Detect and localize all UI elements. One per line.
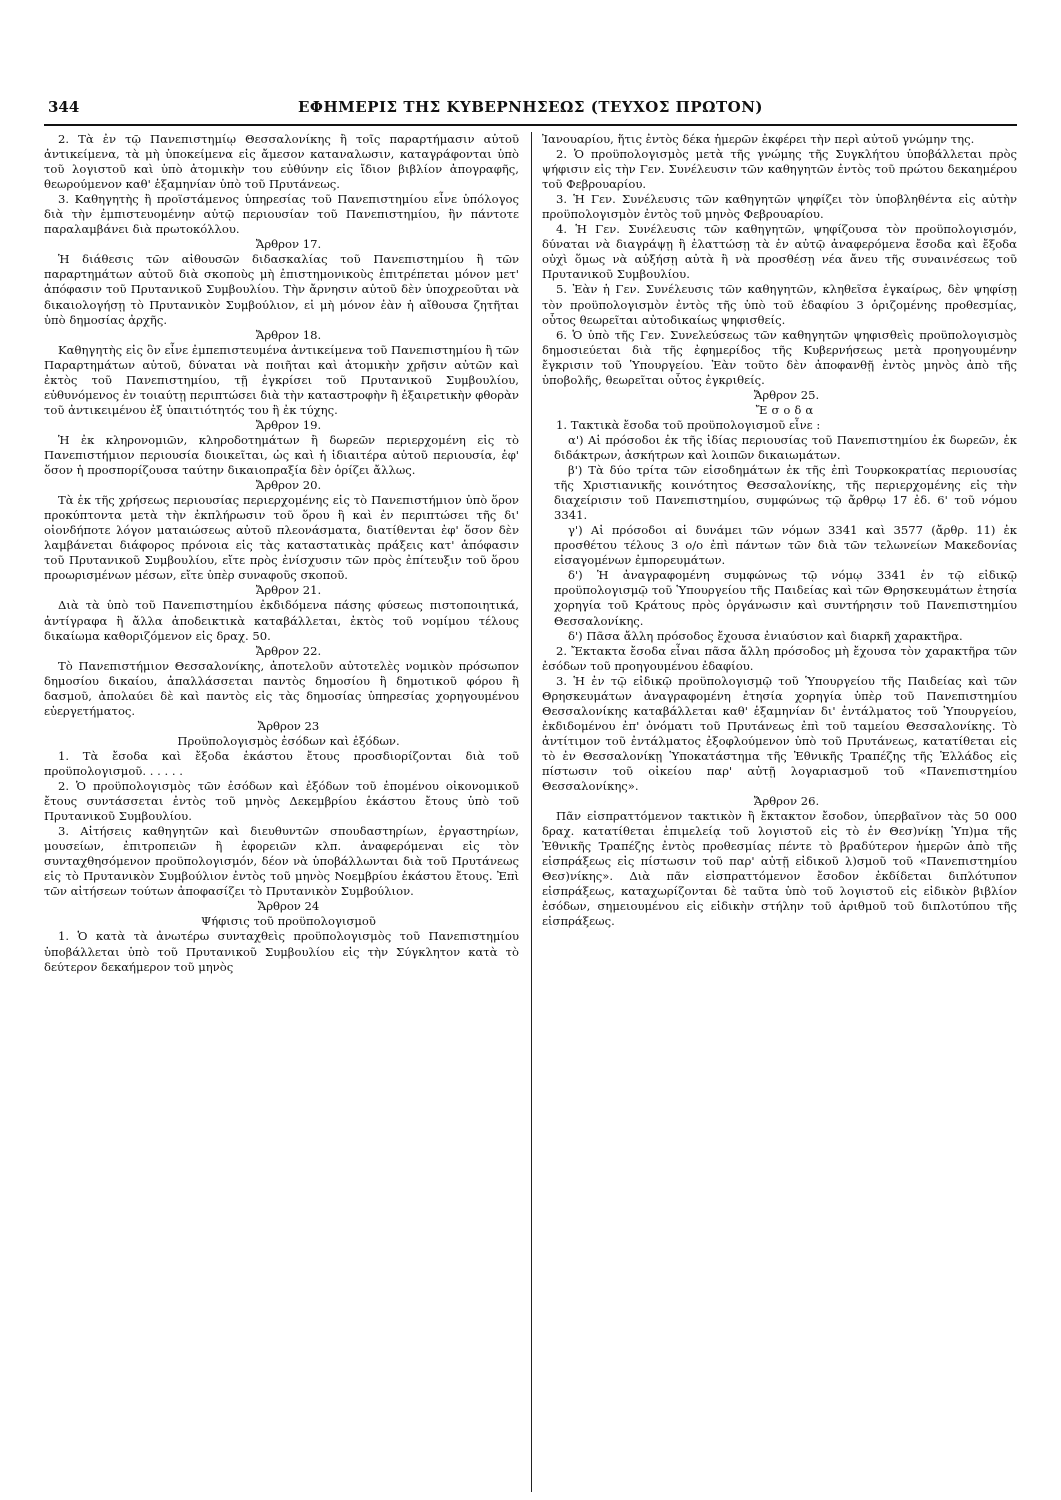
- paragraph: 5. Ἐὰν ἡ Γεν. Συνέλευσις τῶν καθηγητῶν, κληθεῖσα ἐγκαίρως, δὲν ψηφίσῃ τὸν προϋπολογισμὸν ἐντὸς τῆς ὑπὸ τοῦ ἐδαφίου 3 ὁριζομένης προθεσμίας, οὗτος θεωρεῖται αὐτοδικαίως ψηφισθείς.: [542, 282, 1017, 327]
- column-divider: [531, 132, 532, 1492]
- article-heading: Ἄρθρον 17.: [255, 237, 322, 252]
- paragraph: Ἡ ἐκ κληρονομιῶν, κληροδοτημάτων ἢ δωρεῶν περιερχομένη εἰς τὸ Πανεπιστήμιον περιουσία διοικεῖται, ὡς καὶ ἡ ἰδιαιτέρα αὐτοῦ περιουσία, ἐφ' ὅσον ἡ προσπορίζουσα ταύτην δικαιοπραξία δὲν ὁρίζει ἄλλως.: [44, 432, 519, 478]
- paragraph: β') Τὰ δύο τρίτα τῶν εἰσοδημάτων ἐκ τῆς ἐπὶ Τουρκοκρατίας περιουσίας τῆς Χριστιανικῆς κοινότητος Θεσσαλονίκης, τῆς περιερχομένης εἰς τὴν διαχείρισιν τοῦ Πανεπιστημίου, συμφώνως τῷ ἄρθρῳ 17 ἐδ. 6' τοῦ νόμου 3341.: [554, 463, 1017, 523]
- paragraph: γ') Αἱ πρόσοδοι αἱ δυνάμει τῶν νόμων 3341 καὶ 3577 (ἄρθρ. 11) ἐκ προσθέτου τέλους 3 ο/ο ἐπὶ πάντων τῶν διὰ τῶν τελωνείων Μακεδονίας εἰσαγομένων ἐμπορευμάτων.: [554, 523, 1017, 568]
- paragraph: 2. Ἔκτακτα ἔσοδα εἶναι πᾶσα ἄλλη πρόσοδος μὴ ἔχουσα τὸν χαρακτῆρα τῶν ἐσόδων τοῦ προηγουμένου ἐδαφίου.: [542, 643, 1017, 673]
- paragraph: 1. Τὰ ἔσοδα καὶ ἔξοδα ἑκάστου ἔτους προσδιορίζονται διὰ τοῦ προϋπολογισμοῦ. . . . . .: [44, 748, 519, 778]
- paragraph: 2. Τὰ ἐν τῷ Πανεπιστημίῳ Θεσσαλονίκης ἢ τοῖς παραρτήμασιν αὐτοῦ ἀντικείμενα, τὰ μὴ ὑποκείμενα εἰς ἄμεσον καταναλωσιν, καταγράφονται ὑπὸ τοῦ λογιστοῦ καὶ ὑπὸ ἀτομικὴν του εὐθύνην εἰς ἴδιον βιβλίον ἀπογραφῆς, θεωρούμενον καθ' ἑξαμηνίαν ὑπὸ τοῦ Πρυτάνεως.: [44, 132, 519, 192]
- paragraph: 3. Αἰτήσεις καθηγητῶν καὶ διευθυντῶν σπουδαστηρίων, ἐργαστηρίων, μουσείων, ἐπιτροπειῶν ἢ ἐφορειῶν κλπ. ἀναφερόμεναι εἰς τὸν συνταχθησόμενον προϋπολογισμόν, δέον νὰ ὑποβάλλωνται διὰ τοῦ Πρυτάνεως εἰς τὸ Πρυτανικὸν Συμβούλιον ἐντὸς τοῦ μηνὸς Νοεμβρίου ἑκάστου ἔτους. Ἐπὶ τῶν αἰτήσεων τούτων ἀποφασίζει τὸ Πρυτανικὸν Συμβούλιον.: [44, 824, 519, 899]
- paragraph: Τὸ Πανεπιστήμιον Θεσσαλονίκης, ἀποτελοῦν αὐτοτελὲς νομικὸν πρόσωπον δημοσίου δικαίου, ἀπαλλάσσεται παντὸς δημοσίου ἢ δημοτικοῦ φόρου ἢ δασμοῦ, ἀπολαύει δὲ καὶ παντὸς εἰς τὰς δημοσίας ὑπηρεσίας χορηγουμένου εὐεργετήματος.: [44, 658, 519, 718]
- paragraph: Πᾶν εἰσπραττόμενον τακτικὸν ἢ ἔκτακτον ἔσοδον, ὑπερβαῖνον τὰς 50 000 δραχ. κατατίθεται ἐπιμελείᾳ τοῦ λογιστοῦ εἰς τὸ ἐν Θεσ)νίκῃ Ὑπ)μα τῆς Ἐθνικῆς Τραπέζης ἐντὸς προθεσμίας πέντε τὸ βραδύτερον ἡμερῶν ἀπὸ τῆς εἰσπράξεως εἰς πίστωσιν τοῦ παρ' αὐτῇ εἰδικοῦ λ)σμοῦ τοῦ «Πανεπιστημίου Θεσ)νίκης». Διὰ πᾶν εἰσπραττόμενον ἔσοδον ἐκδίδεται διπλότυπον εἰσπράξεως, καταχωρίζονται δὲ ταῦτα ὑπὸ τοῦ λογιστοῦ εἰς εἰδικὸν βιβλίον ἐσόδων, σημειουμένου εἰς εἰδικὴν στήλην τοῦ ἀριθμοῦ τοῦ διπλοτύπου τῆς εἰσπράξεως.: [542, 809, 1017, 929]
- paragraph: 3. Ἡ ἐν τῷ εἰδικῷ προϋπολογισμῷ τοῦ Ὑπουργείου τῆς Παιδείας καὶ τῶν Θρησκευμάτων ἀναγραφομένη ἐτησία χορηγία ὑπὲρ τοῦ Πανεπιστημίου Θεσσαλονίκης καταβάλλεται καθ' ἑξαμηνίαν δι' ἐντάλματος τοῦ Ὑπουργείου, ἐκδιδομένου ἐπ' ὀνόματι τοῦ Πρυτάνεως ἐπὶ τοῦ ταμείου Θεσσαλονίκης. Τὸ ἀντίτιμον τοῦ ἐντάλματος ἐξοφλούμενον ὑπὸ τοῦ Πρυτάνεως, κατατίθεται εἰς τὸ ἐν Θεσσαλονίκῃ Ὑποκατάστημα τῆς Ἐθνικῆς Τραπέζης τῆς Ἑλλάδος εἰς πίστωσιν τοῦ οἰκείου παρ' αὐτῇ λογαριασμοῦ τοῦ «Πανεπιστημίου Θεσσαλονίκης».: [542, 673, 1017, 794]
- paragraph: 2. Ὁ προϋπολογισμὸς μετὰ τῆς γνώμης τῆς Συγκλήτου ὑποβάλλεται πρὸς ψήφισιν εἰς τὴν Γεν. Συνέλευσιν τῶν καθηγητῶν ἐντὸς τοῦ πρώτου δεκαημέρου τοῦ Φεβρουαρίου.: [542, 147, 1017, 192]
- paragraph: 1. Ὁ κατὰ τὰ ἀνωτέρω συνταχθεὶς προϋπολογισμὸς τοῦ Πανεπιστημίου ὑποβάλλεται ὑπὸ τοῦ Πρυτανικοῦ Συμβουλίου εἰς τὴν Σύγκλητον κατὰ τὸ δεύτερον δεκαήμερον τοῦ μηνὸς: [44, 929, 519, 974]
- text-columns: [44, 132, 1017, 975]
- paragraph: Διὰ τὰ ὑπὸ τοῦ Πανεπιστημίου ἐκδιδόμενα πάσης φύσεως πιστοποιητικά, ἀντίγραφα ἢ ἄλλα ἀποδεικτικὰ καταβάλλεται, ἐκτὸς τοῦ νομίμου τέλους δικαίωμα καθοριζόμενον εἰς δραχ. 50.: [44, 598, 519, 643]
- article-subtitle: Ἔσοδα: [755, 402, 818, 417]
- article-heading: Ἄρθρον 23: [257, 718, 320, 733]
- paragraph: δ') Πᾶσα ἄλλη πρόσοδος ἔχουσα ἐνιαύσιον καὶ διαρκῆ χαρακτῆρα.: [568, 628, 963, 643]
- paragraph: Ἡ διάθεσις τῶν αἰθουσῶν διδασκαλίας τοῦ Πανεπιστημίου ἢ τῶν παραρτημάτων αὐτοῦ διὰ σκοποὺς μὴ ἐπιστημονικοὺς ἐπιτρέπεται μόνον μετ' ἀπόφασιν τοῦ Πρυτανικοῦ Συμβουλίου. Τὴν ἄρνησιν αὐτοῦ δὲν ὑποχρεοῦται νὰ δικαιολογήσῃ τὸ Πρυτανικὸν Συμβούλιον, εἰ μὴ μόνον ἐὰν ἡ αἴθουσα ζητῆται ὑπὸ δημοσίας ἀρχῆς.: [44, 252, 519, 327]
- paragraph: 2. Ὁ προϋπολογισμὸς τῶν ἐσόδων καὶ ἐξόδων τοῦ ἐπομένου οἰκονομικοῦ ἔτους συντάσσεται ἐντὸς τοῦ μηνὸς Δεκεμβρίου ἑκάστου ἔτους ὑπὸ τοῦ Πρυτανικοῦ Συμβουλίου.: [44, 779, 519, 824]
- article-heading: Ἄρθρον 21.: [255, 583, 322, 598]
- paragraph: 4. Ἡ Γεν. Συνέλευσις τῶν καθηγητῶν, ψηφίζουσα τὸν προϋπολογισμόν, δύναται νὰ διαγράψῃ ἢ ἐλαττώσῃ τὰ ἐν αὐτῷ ἀναφερόμενα ἔσοδα καὶ ἔξοδα οὐχὶ ὅμως νὰ αὐξήσῃ αὐτὰ ἢ νὰ προσθέσῃ νέα ἄνευ τῆς συναινέσεως τοῦ Πρυτανικοῦ Συμβουλίου.: [542, 222, 1017, 282]
- page-number: 344: [48, 98, 80, 116]
- right-column: [542, 132, 1017, 975]
- article-heading: Ἄρθρον 26.: [753, 794, 820, 809]
- article-heading: Ἄρθρον 20.: [255, 478, 322, 493]
- page-header: [44, 96, 1017, 126]
- paragraph: δ') Ἡ ἀναγραφομένη συμφώνως τῷ νόμῳ 3341 ἐν τῷ εἰδικῷ προϋπολογισμῷ τοῦ Ὑπουργείου τῆς Παιδείας καὶ τῶν Θρησκευμάτων ἐτησία χορηγία τοῦ Κράτους πρὸς ὀργάνωσιν καὶ συντήρησιν τοῦ Πανεπιστημίου Θεσσαλονίκης.: [554, 568, 1017, 628]
- article-heading: Ἄρθρον 18.: [255, 327, 322, 342]
- article-subtitle: Προϋπολογισμὸς ἐσόδων καὶ ἐξόδων.: [177, 733, 400, 748]
- article-heading: Ἄρθρον 22.: [255, 643, 322, 658]
- paragraph: α') Αἱ πρόσοδοι ἐκ τῆς ἰδίας περιουσίας τοῦ Πανεπιστημίου ἐκ δωρεῶν, ἐκ διδάκτρων, ἀσκήτρων καὶ λοιπῶν δικαιωμάτων.: [554, 432, 1017, 462]
- paragraph: Τὰ ἐκ τῆς χρήσεως περιουσίας περιερχομένης εἰς τὸ Πανεπιστήμιον ὑπὸ ὅρον προκύπτοντα μετὰ τὴν ἐκπλήρωσιν τοῦ ὅρου ἢ καὶ ἐν περιπτώσει τῆς δι' οἱονδήποτε λόγον ματαιώσεως αὐτοῦ πλεονάσματα, διατίθενται ἐφ' ὅσον δὲν λαμβάνεται διάφορος πρόνοια εἰς τὰς καταστατικὰς πράξεις κατ' ἀπόφασιν τοῦ Πρυτανικοῦ Συμβουλίου, εἴτε πρὸς ἐνίσχυσιν τῶν πρὸς ἐπίτευξιν τοῦ ὅρου προωρισμένων μέσων, εἴτε ὑπὲρ συναφοῦς σκοποῦ.: [44, 493, 519, 583]
- article-heading: Ἄρθρον 25.: [753, 387, 820, 402]
- paragraph: 3. Ἡ Γεν. Συνέλευσις τῶν καθηγητῶν ψηφίζει τὸν ὑποβληθέντα εἰς αὐτὴν προϋπολογισμὸν ἐντὸς τοῦ μηνὸς Φεβρουαρίου.: [542, 192, 1017, 222]
- paragraph: Ἰανουαρίου, ἥτις ἐντὸς δέκα ἡμερῶν ἐκφέρει τὴν περὶ αὐτοῦ γνώμην της.: [542, 132, 975, 146]
- article-subtitle: Ψήφισις τοῦ προϋπολογισμοῦ: [201, 914, 376, 929]
- paragraph: 3. Καθηγητὴς ἢ προϊστάμενος ὑπηρεσίας τοῦ Πανεπιστημίου εἶνε ὑπόλογος διὰ τὴν ἐμπιστευομένην αὐτῷ περιουσίαν τοῦ Πανεπιστημίου, ἣν πάντοτε παραλαμβάνει διὰ πρωτοκόλλου.: [44, 192, 519, 237]
- article-heading: Ἄρθρον 24: [257, 899, 320, 914]
- gazette-title: ΕΦΗΜΕΡΙΣ ΤΗΣ ΚΥΒΕΡΝΗΣΕΩΣ (ΤΕΥΧΟΣ ΠΡΩΤΟΝ): [298, 98, 763, 116]
- left-column: [44, 132, 519, 975]
- paragraph: 6. Ὁ ὑπὸ τῆς Γεν. Συνελεύσεως τῶν καθηγητῶν ψηφισθεὶς προϋπολογισμὸς δημοσιεύεται διὰ τῆς ἐφημερίδος τῆς Κυβερνήσεως μετὰ προηγουμένην ἔγκρισιν τοῦ Ὑπουργείου. Ἐὰν τοῦτο δὲν ἀποφανθῇ ἐντὸς μηνὸς ἀπὸ τῆς ὑποβολῆς, θεωρεῖται οὗτος ἐγκριθείς.: [542, 327, 1017, 387]
- article-heading: Ἄρθρον 19.: [255, 417, 322, 432]
- paragraph: Καθηγητὴς εἰς ὃν εἶνε ἐμπεπιστευμένα ἀντικείμενα τοῦ Πανεπιστημίου ἢ τῶν Παραρτημάτων αὐτοῦ, δύναται νὰ ποιῆται καὶ ἀτομικὴν χρῆσιν αὐτῶν καὶ ἐκτὸς τοῦ Πανεπιστημίου, τῇ ἐγκρίσει τοῦ Πρυτανικοῦ Συμβουλίου, εὐθυνόμενος ἐν τοιαύτῃ περιπτώσει διὰ τὴν καταστροφὴν ἢ ἐξαιρετικὴν φθορὰν τοῦ ἀντικειμένου ἐξ ὑπαιτιότητός του ἢ ἐκ τύχης.: [44, 342, 519, 417]
- paragraph: 1. Τακτικὰ ἔσοδα τοῦ προϋπολογισμοῦ εἶνε :: [556, 417, 821, 432]
